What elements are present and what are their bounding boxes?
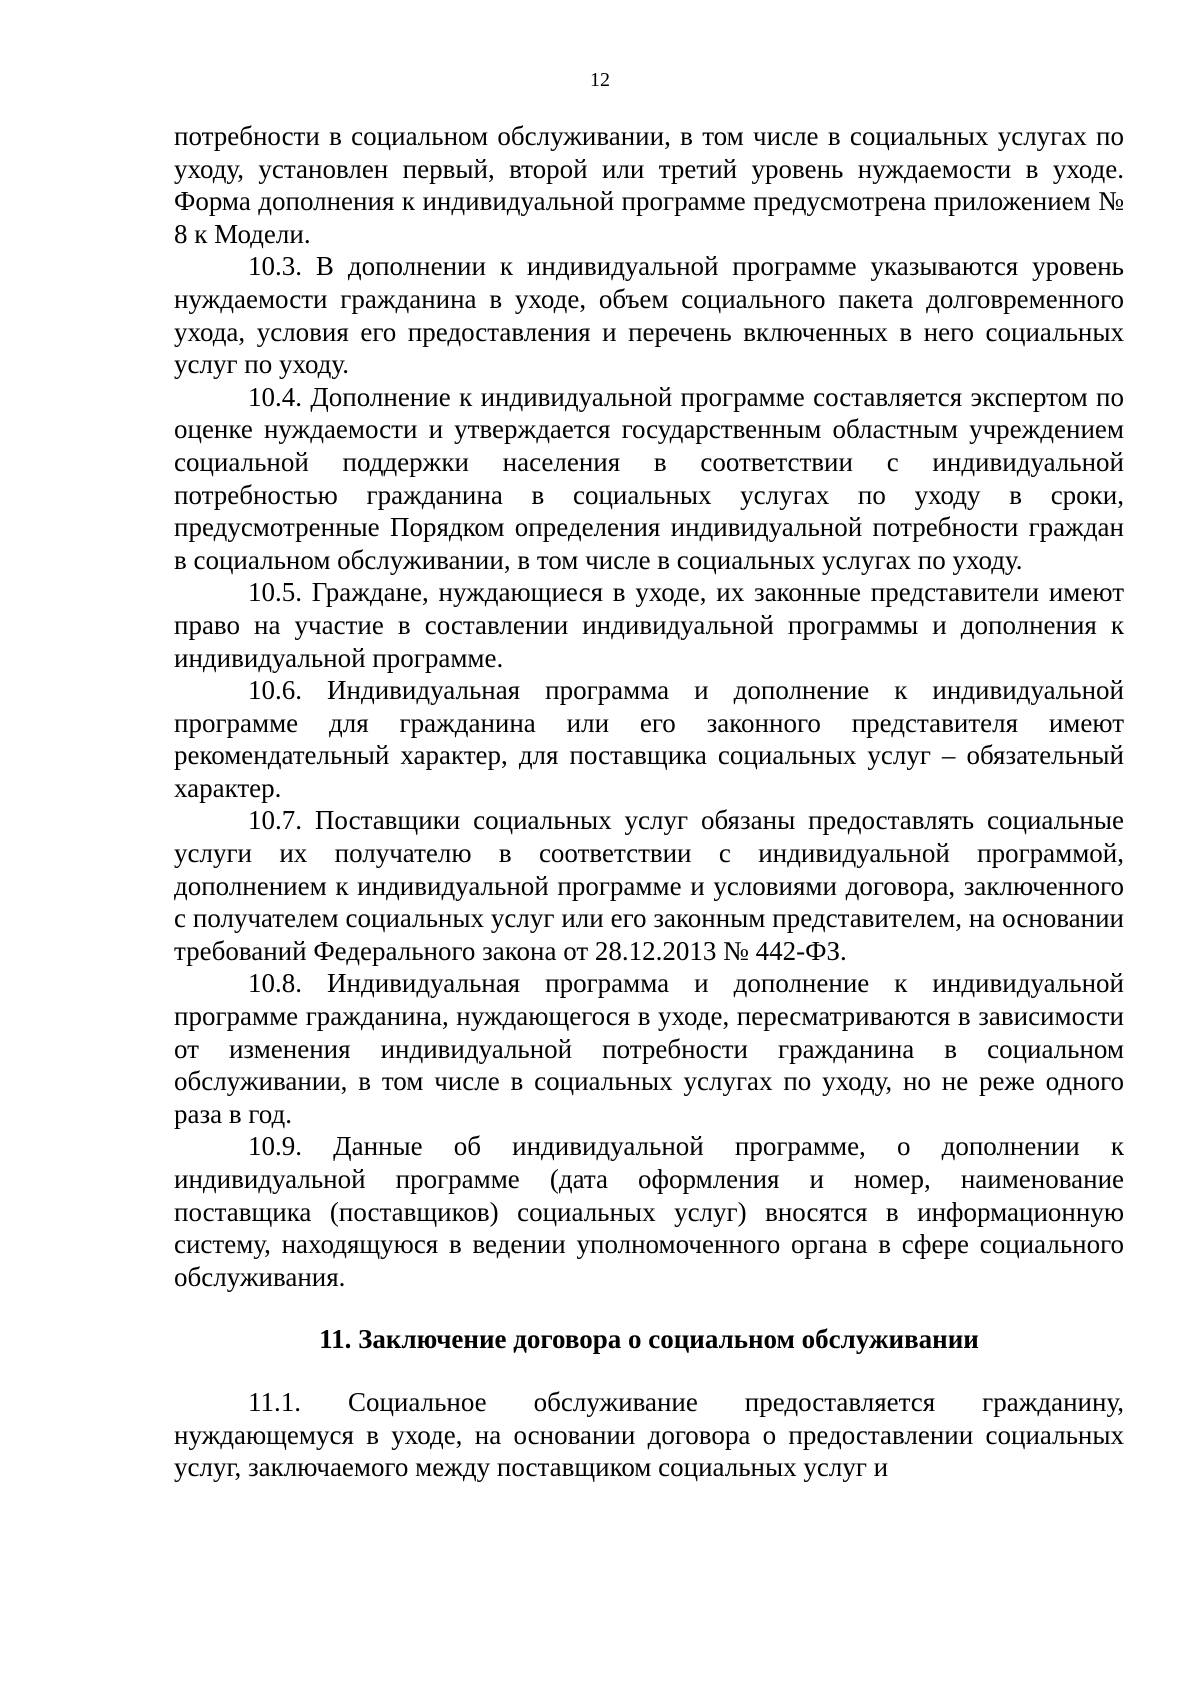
- paragraph-10-4: 10.4. Дополнение к индивидуальной программе составляется экспертом по оценке нуждаемости и утверждается государственным областным учреждением социальной поддержки населения в соответствии с индивидуальной потребностью гражданина в социальных услугах по уходу в сроки, предусмотренные Порядком определения индивидуальной потребности граждан в социальном обслуживании, в том числе в социальных услугах по уходу.: [174, 381, 1124, 575]
- paragraph-continuation: потребности в социальном обслуживании, в том числе в социальных услугах по уходу, установлен первый, второй или третий уровень нуждаемости в уходе. Форма дополнения к индивидуальной программе предусмотрена приложением № 8 к Модели.: [174, 121, 1124, 249]
- paragraph-10-3: 10.3. В дополнении к индивидуальной программе указываются уровень нуждаемости гражданина в уходе, объем социального пакета долговременного ухода, условия его предоставления и перечень включенных в него социальных услуг по уходу.: [174, 251, 1124, 380]
- paragraph-10-7: 10.7. Поставщики социальных услуг обязаны предоставлять социальные услуги их получателю в соответствии с индивидуальной программой, дополнением к индивидуальной программе и условиями договора, заключенного с получателем социальных услуг или его законным представителем, на основании требований Федерального закона от 28.12.2013 № 442-ФЗ.: [174, 805, 1124, 966]
- document-body: [174, 120, 1124, 1484]
- paragraph-10-9: 10.9. Данные об индивидуальной программе, о дополнении к индивидуальной программе (дата оформления и номер, наименование поставщика (поставщиков) социальных услуг) вносятся в информационную систему, находящуюся в ведении уполномоченного органа в сфере социального обслуживания.: [174, 1131, 1124, 1292]
- page-number: 12: [590, 69, 610, 91]
- paragraph-10-6: 10.6. Индивидуальная программа и дополнение к индивидуальной программе для гражданина или его законного представителя имеют рекомендательный характер, для поставщика социальных услуг – обязательный характер.: [174, 675, 1124, 803]
- section-heading: 11. Заключение договора о социальном обслуживании: [319, 1324, 979, 1355]
- paragraph-11-1: 11.1. Социальное обслуживание предоставляется гражданину, нуждающемуся в уходе, на основании договора о предоставлении социальных услуг, заключаемого между поставщиком социальных услуг и: [174, 1386, 1124, 1483]
- paragraph-10-8: 10.8. Индивидуальная программа и дополнение к индивидуальной программе гражданина, нуждающегося в уходе, пересматриваются в зависимости от изменения индивидуальной потребности гражданина в социальном обслуживании, в том числе в социальных услугах по уходу, но не реже одного раза в год.: [174, 968, 1124, 1129]
- paragraph-10-5: 10.5. Граждане, нуждающиеся в уходе, их законные представители имеют право на участие в составлении индивидуальной программы и дополнения к индивидуальной программе.: [174, 577, 1124, 673]
